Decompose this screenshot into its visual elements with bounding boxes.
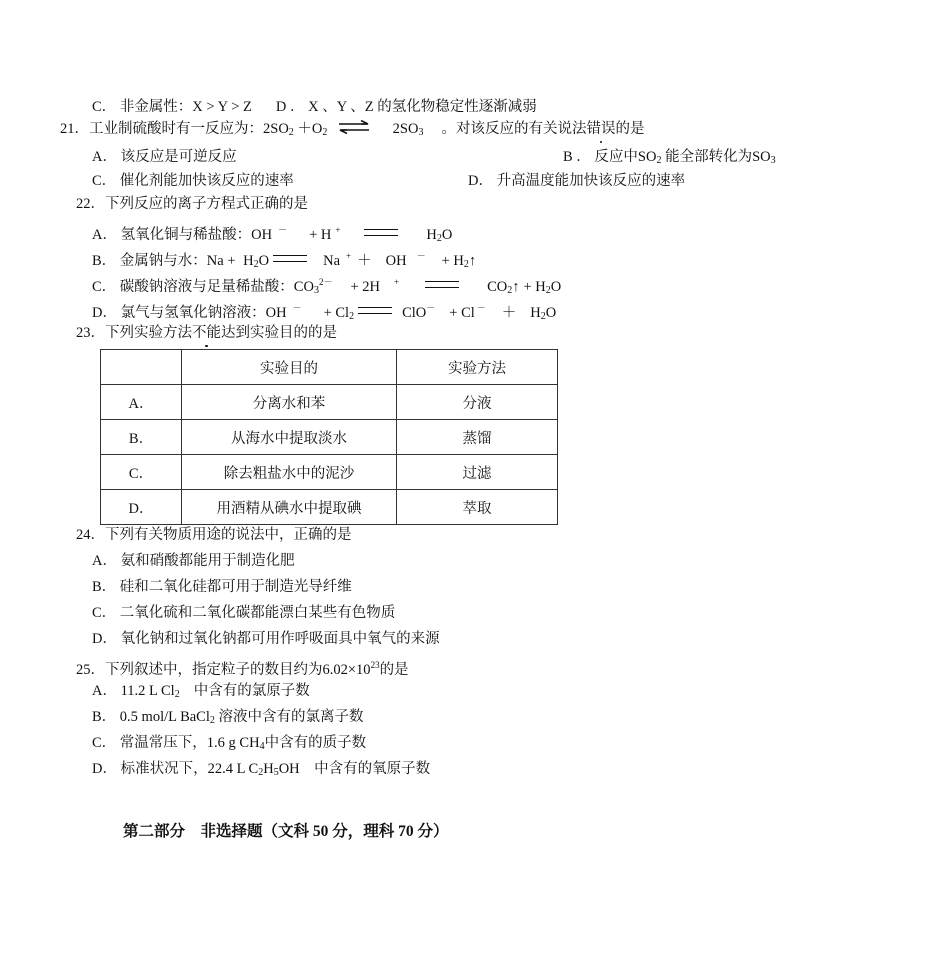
- reversible-arrow-icon: [337, 120, 371, 134]
- table-header-row: [101, 350, 558, 385]
- q24-stem: 24．下列有关物质用途的说法中，正确的是: [76, 527, 352, 543]
- gas-arrow-icon: ↑: [512, 279, 520, 295]
- q20-option-c: C． 非金属性：X > Y > Z: [92, 99, 252, 115]
- q24-option-a: A． 氨和硝酸都能用于制造化肥: [92, 553, 295, 569]
- section-heading: 第二部分 非选择题（文科 50 分，理科 70 分）: [123, 823, 449, 840]
- table-header-cell: [101, 350, 182, 385]
- table-cell: 萃取: [397, 490, 558, 525]
- q20-option-d: D ． X 、Y 、Z 的氢化物稳定性逐渐减弱: [275, 99, 537, 115]
- table-cell: D．: [101, 490, 182, 525]
- q22-option-d: D． 氯气与氢氧化钠溶液：OH $^- + Cl_2$ ClO－ + Cl $^- + H_2O$: [92, 303, 557, 322]
- table-cell: 过滤: [397, 455, 558, 490]
- q21-option-d: D． 升高温度能加快该反应的速率: [468, 173, 686, 189]
- table-row: [101, 455, 558, 490]
- gas-arrow-icon: ↑: [468, 253, 477, 269]
- q25-option-d: D． 标准状况下，22.4 L $C_2H_5OH$ 中含有的氧原子数: [92, 761, 431, 778]
- equals-sign-icon: [425, 281, 459, 288]
- table-cell: 蒸馏: [397, 420, 558, 455]
- equals-sign-icon: [273, 255, 307, 262]
- q24-option-b: B． 硅和二氧化硅都可用于制造光导纤维: [92, 579, 352, 595]
- experiment-table: [100, 349, 558, 525]
- table-header-cell: 实验目的: [182, 350, 397, 385]
- table-row: [101, 490, 558, 525]
- q22-option-b: B． 金属钠与水：$Na + H_2O$ Na + ＋ OH $^- + H_2↑$: [92, 251, 477, 270]
- q22-stem: 22．下列反应的离子方程式正确的是: [76, 196, 308, 212]
- q23-stem: 23．下列实验方法不能达到实验目的的是: [76, 325, 337, 341]
- table-cell: 用酒精从碘水中提取碘: [182, 490, 397, 525]
- equals-sign-icon: [364, 229, 398, 236]
- table-cell: A．: [101, 385, 182, 420]
- equals-sign-icon: [358, 307, 392, 314]
- table-cell: B．: [101, 420, 182, 455]
- q25-option-a: A． 11.2 L $Cl_2$ 中含有的氯原子数: [92, 683, 310, 700]
- table-cell: 从海水中提取淡水: [182, 420, 397, 455]
- q21-stem: 21．工业制硫酸时有一反应为：$2SO_2 +O_2$ $2SO_3$ 。对该反应的有关说法错误的是: [60, 121, 645, 138]
- q22-option-c: C． 碳酸钠溶液与足量稀盐酸：$CO_3^{2-} + 2H$ + $CO_2↑ + H_2O$: [92, 277, 562, 296]
- emphasis-dotted-text: 错误: [586, 121, 616, 137]
- emphasis-dotted-text: 不能: [192, 325, 221, 341]
- table-cell: 分液: [397, 385, 558, 420]
- table-cell: 分离水和苯: [182, 385, 397, 420]
- q21-option-b: B ． 反应中$SO_2$ 能全部转化为$SO_3$: [563, 149, 776, 166]
- q20-options-cd: [92, 97, 537, 117]
- table-row: [101, 385, 558, 420]
- table-header-cell: 实验方法: [397, 350, 558, 385]
- q22-option-a: A． 氢氧化铜与稀盐酸：OH － + H + $H_2O$: [92, 225, 453, 244]
- q24-option-c: C． 二氧化硫和二氧化碳都能漂白某些有色物质: [92, 605, 396, 621]
- q25-option-c: C． 常温常压下，1.6 g $CH_4$中含有的质子数: [92, 735, 367, 752]
- q24-option-d: D． 氧化钠和过氧化钠都可用作呼吸面具中氧气的来源: [92, 631, 440, 647]
- q25-stem: 25．下列叙述中，指定粒子的数目约为$6.02\times 10^{23}$的是: [76, 660, 409, 678]
- table-cell: 除去粗盐水中的泥沙: [182, 455, 397, 490]
- q25-option-b: B． 0.5 mol/L BaCl$_2$ 溶液中含有的氯离子数: [92, 709, 364, 726]
- q21-option-c: C． 催化剂能加快该反应的速率: [92, 173, 294, 189]
- table-cell: C．: [101, 455, 182, 490]
- table-row: [101, 420, 558, 455]
- q21-option-a: A． 该反应是可逆反应: [92, 149, 237, 165]
